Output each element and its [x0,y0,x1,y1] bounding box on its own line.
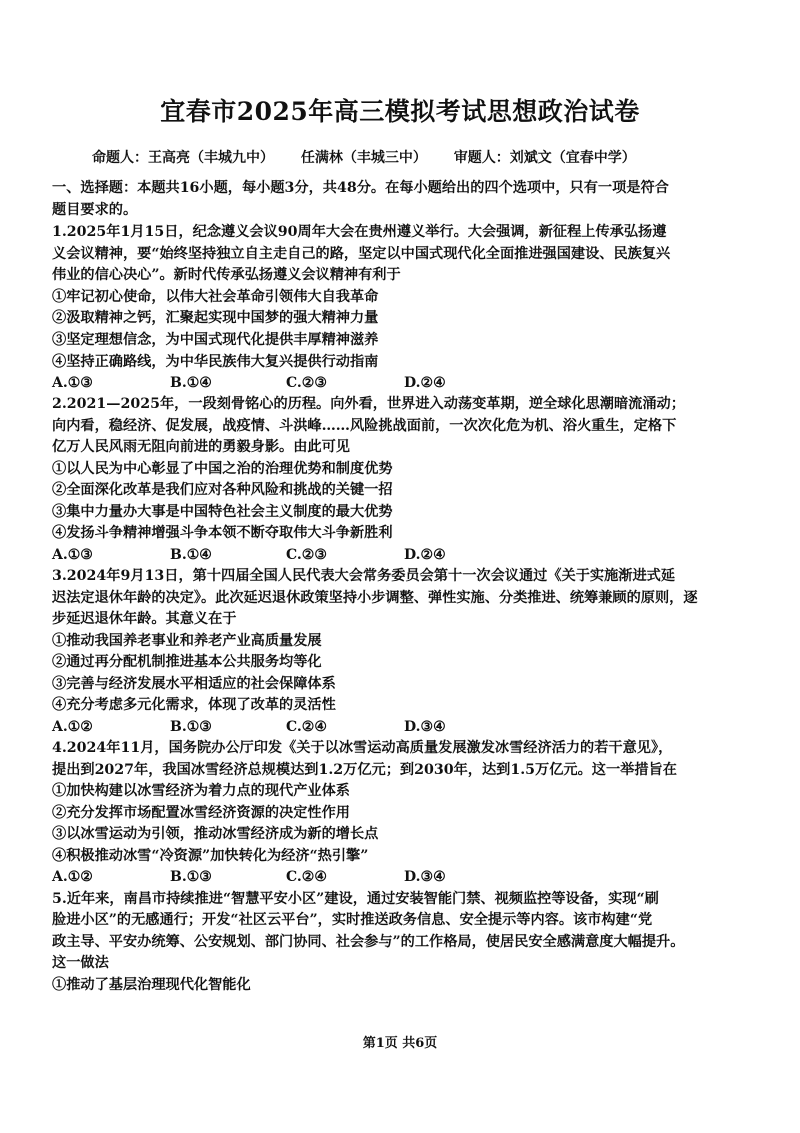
page-title: 宜春市2025年高三模拟考试思想政治试卷 [160,97,640,126]
page-footer: 第1页 共6页 [362,1036,438,1051]
q4-option-d: D.③④ [404,869,446,885]
q1-item-2: ②汲取精神之钙，汇聚起实现中国梦的强大精神力量 [52,310,379,326]
q3-option-a: A.①② [52,719,93,735]
q5-stem-line-3: 政主导、平安办统筹、公安规划、部门协同、社会参与”的工作格局，使居民安全感满意度大幅提升。 [52,934,685,950]
q2-option-b: B.①④ [170,547,212,563]
q3-item-4: ④充分考虑多元化需求，体现了改革的灵活性 [52,697,336,713]
q4-item-2: ②充分发挥市场配置冰雪经济资源的决定性作用 [52,805,350,821]
q1-stem-line-3: 伟业的信心决心”。新时代传承弘扬遵义会议精神有利于 [52,267,401,283]
reviewer-name: 审题人：刘斌文（宜春中学） [453,150,636,166]
q1-option-b: B.①④ [170,375,212,391]
q3-item-2: ②通过再分配机制推进基本公共服务均等化 [52,654,322,670]
q2-stem-line-1: 2.2021—2025年，一段刻骨铭心的历程。向外看，世界进入动荡变革期，逆全球化思潮暗流涌动； [52,396,685,412]
q1-option-c: C.②③ [286,375,327,391]
q5-stem-line-4: 这一做法 [52,955,109,971]
section-header-line-2: 题目要求的。 [52,202,138,218]
q4-option-c: C.②④ [286,869,327,885]
q3-stem-line-1: 3.2024年9月13日，第十四届全国人民代表大会常务委员会第十一次会议通过《关于实施渐进式延 [52,568,676,584]
q3-option-c: C.②④ [286,719,327,735]
q2-item-4: ④发扬斗争精神增强斗争本领不断夺取伟大斗争新胜利 [52,525,393,541]
q4-stem-line-1: 4.2024年11月，国务院办公厅印发《关于以冰雪运动高质量发展激发冰雪经济活力的若干意见》， [52,740,673,756]
q2-stem-line-2: 向内看，稳经济、促发展，战疫情、斗洪峰……风险挑战面前，一次次化危为机、浴火重生，定格下 [52,418,677,434]
q3-option-b: B.①③ [170,719,212,735]
setter-name: 命题人：王高亮（丰城九中） [92,150,274,166]
q2-item-1: ①以人民为中心彰显了中国之治的治理优势和制度优势 [52,461,393,477]
q1-item-3: ③坚定理想信念，为中国式现代化提供丰厚精神滋养 [52,332,379,348]
q4-item-1: ①加快构建以冰雪经济为着力点的现代产业体系 [52,783,350,799]
q2-option-c: C.②③ [286,547,327,563]
q3-item-3: ③完善与经济发展水平相适应的社会保障体系 [52,676,336,692]
q2-stem-line-3: 亿万人民风雨无阻向前进的勇毅身影。由此可见 [52,439,350,455]
author-line [92,147,658,167]
q2-item-2: ②全面深化改革是我们应对各种风险和挑战的关键一招 [52,482,393,498]
q1-item-1: ①牢记初心使命，以伟大社会革命引领伟大自我革命 [52,289,379,305]
q3-stem-line-3: 步延迟退休年龄。其意义在于 [52,611,237,627]
q4-option-b: B.①③ [170,869,212,885]
q4-option-a: A.①② [52,869,93,885]
q3-option-d: D.③④ [404,719,446,735]
q3-stem-line-2: 迟法定退休年龄的决定》。此次延迟退休政策坚持小步调整、弹性实施、分类推进、统筹兼顾的原则，逐 [52,590,698,606]
q3-item-1: ①推动我国养老事业和养老产业高质量发展 [52,633,322,649]
q4-item-4: ④积极推动冰雪“冷资源”加快转化为经济“热引擎” [52,848,369,864]
q2-item-3: ③集中力量办大事是中国特色社会主义制度的最大优势 [52,504,393,520]
q1-stem-line-2: 义会议精神，要“始终坚持独立自主走自己的路，坚定以中国式现代化全面推进强国建设、民族复兴 [52,246,671,262]
section-header-line-1: 一、选择题：本题共16小题，每小题3分，共48分。在每小题给出的四个选项中，只有一项是符合 [52,180,669,196]
setter2-name: 任满林（丰城三中） [300,150,427,166]
q4-stem-line-2: 提出到2027年，我国冰雪经济总规模达到1.2万亿元；到2030年，达到1.5万亿元。这一举措旨在 [52,762,677,778]
q1-item-4: ④坚持正确路线，为中华民族伟大复兴提供行动指南 [52,354,379,370]
q5-stem-line-2: 脸进小区”的无感通行；开发“社区云平台”，实时推送政务信息、安全提示等内容。该市构建“党 [52,912,653,928]
q2-option-a: A.①③ [52,547,93,563]
q4-item-3: ③以冰雪运动为引领，推动冰雪经济成为新的增长点 [52,826,379,842]
q1-option-a: A.①③ [52,375,93,391]
q5-stem-line-1: 5.近年来，南昌市持续推进“智慧平安小区”建设，通过安装智能门禁、视频监控等设备，实现“刷 [52,891,659,907]
q2-option-d: D.②④ [404,547,446,563]
q5-item-1: ①推动了基层治理现代化智能化 [52,977,251,993]
q1-option-d: D.②④ [404,375,446,391]
q1-stem-line-1: 1.2025年1月15日，纪念遵义会议90周年大会在贵州遵义举行。大会强调，新征程上传承弘扬遵 [52,224,667,240]
